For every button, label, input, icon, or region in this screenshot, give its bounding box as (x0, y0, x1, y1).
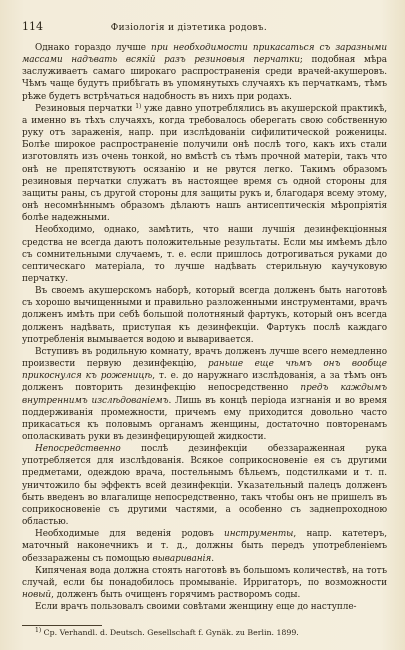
paragraph-text: Кипяченая вода должна стоять наготовѣ въ большомъ количествѣ, на тотъ случай, если бы понадобилось промываніе. Ирригаторъ, по возможности (22, 565, 387, 588)
paragraph-text: , т. е. до наружнаго изслѣдованія, а за тѣмъ онъ долженъ повторить дезинфекцію непосредственно (22, 371, 387, 394)
footnote (22, 628, 387, 638)
paragraph (22, 346, 387, 443)
paragraph (22, 565, 387, 601)
body-text (22, 42, 387, 613)
paragraph (22, 601, 387, 613)
paragraph-text: Вступивъ въ родильную комнату, врачъ долженъ лучше всего немедленно произвести первую дезинфекцію, (22, 346, 387, 370)
paragraph-text: Необходимые для веденія родовъ (35, 529, 225, 540)
paragraph (22, 224, 387, 285)
page-number: 114 (22, 20, 43, 33)
page-header (22, 20, 387, 34)
paragraph (22, 528, 387, 564)
paragraph-text: . (211, 553, 214, 564)
paragraph (22, 42, 387, 103)
emphasis-text: при необходимости прикасаться съ заразными массами надъвать всякій разъ резиновыя перчатки (22, 43, 387, 66)
paragraph-text: Резиновыя перчатки (35, 103, 136, 114)
emphasis-text: вывариванія (152, 553, 212, 564)
paragraph-text: Въ своемъ акушерскомъ наборѣ, который всегда долженъ быть наготовѣ съ хорошо вычищенными и правильно разложенными инструментами, врачъ долженъ имѣть при себѣ большой полотняный фартукъ, который онъ всегда долженъ надѣвать, приступая къ дезинфекціи. Фартукъ послѣ каждаго употребленія вымывается водою и вываривается. (22, 286, 387, 345)
paragraph-text: , долженъ быть очищенъ горячимъ растворомъ соды. (51, 590, 301, 601)
footnote-marker: 1) (35, 627, 42, 634)
paragraph-text: Необходимо, однако, замѣтить, что наши лучшія дезинфекціонныя средства не всегда даютъ положительные результаты. Если мы имѣемъ дѣло съ сомнительными случаемъ, т. е. если пришлось дотрогиваться руками до септическаго матеріала, то лучше надѣвать стерильную каучуковую перчатку. (22, 225, 387, 284)
paragraph-text: ; подобная мѣра заслуживаетъ самаго широкаго распространенія среди врачей-акушеровъ. Чѣмъ чаще будутъ прибѣгать въ упомянутыхъ случаяхъ къ перчаткамъ, тѣмъ рѣже будетъ встрѣчаться надобность въ нихъ при родахъ. (22, 55, 388, 102)
paragraph-text: Если врачъ пользовалъ своими совѣтами женщину еще до наступле- (35, 602, 357, 613)
paragraph-text: уже давно употреблялись въ акушерской практикѣ, а именно въ тѣхъ случаяхъ, когда требовалось оберегать свою собственную руку отъ зараженія, напр. при изслѣдованіи сифилитической роженицы. Болѣе широкое распространеніе получили онѣ послѣ того, какъ ихъ стали изготовлять изъ очень тонкой, но вмѣстѣ съ тѣмъ прочной матеріи, такъ что онѣ не препятствуютъ осязанію и не рвутся легко. Такимъ образомъ резиновыя перчатки служатъ въ настоящее время съ одной стороны для защиты раны, съ другой стороны для защиты рукъ и, благодаря всему этому, онѣ несомнѣннымъ образомъ дѣлаютъ нашъ антисептическія мѣропріятія болѣе надежными. (22, 103, 388, 224)
emphasis-text: инструменты (224, 529, 294, 540)
emphasis-text: раньше еще чѣмъ онъ вообще прикоснулся къ роженицѣ (22, 359, 387, 382)
paragraph (22, 443, 387, 528)
paragraph (22, 103, 387, 225)
running-title: Физіологія и діэтетика родовъ. (110, 23, 267, 33)
emphasis-text: предъ каждымъ внутреннимъ изслѣдованіемъ (22, 383, 388, 406)
paragraph-text: , напр. катетеръ, маточный наконечникъ и т. д., должны быть передъ употребленіемъ обеззаражены съ помощью (22, 529, 387, 564)
footnote-text: Cp. Verhandl. d. Deutsch. Gesellschaft f. Gynäk. zu Berlin. 1899. (41, 628, 299, 637)
footnote-ref: 1) (135, 102, 142, 110)
emphasis-text: Непосредственно (35, 444, 121, 455)
paragraph (22, 285, 387, 346)
footnote-rule (22, 625, 102, 626)
paragraph-text: Однако гораздо лучше (35, 43, 152, 53)
emphasis-text: новый (22, 590, 52, 601)
paragraph-text: . Лишь въ концѣ періода изгнанія и во время поддерживанія промежности, причемъ ему приходится довольно часто прикасаться къ половымъ органамъ женщины, достаточно повторенамъ ополаскивать руки въ дезинфецирующей жидкости. (22, 395, 388, 442)
paragraph-text: послѣ дезинфекціи обеззараженная рука употребляется для изслѣдованія. Всякое соприкосновеніе ея съ другими предметами, одеждою врача, постельнымъ бѣльемъ, подстилками и т. п. уничтожило бы эффектъ всей дезинфекціи. Указательный палецъ долженъ быть введенъ во влагалище непосредственно, такъ чтобы онъ не пришелъ въ соприкосновеніе съ другими частями, а особенно съ заднепроходною областью. (22, 444, 387, 528)
